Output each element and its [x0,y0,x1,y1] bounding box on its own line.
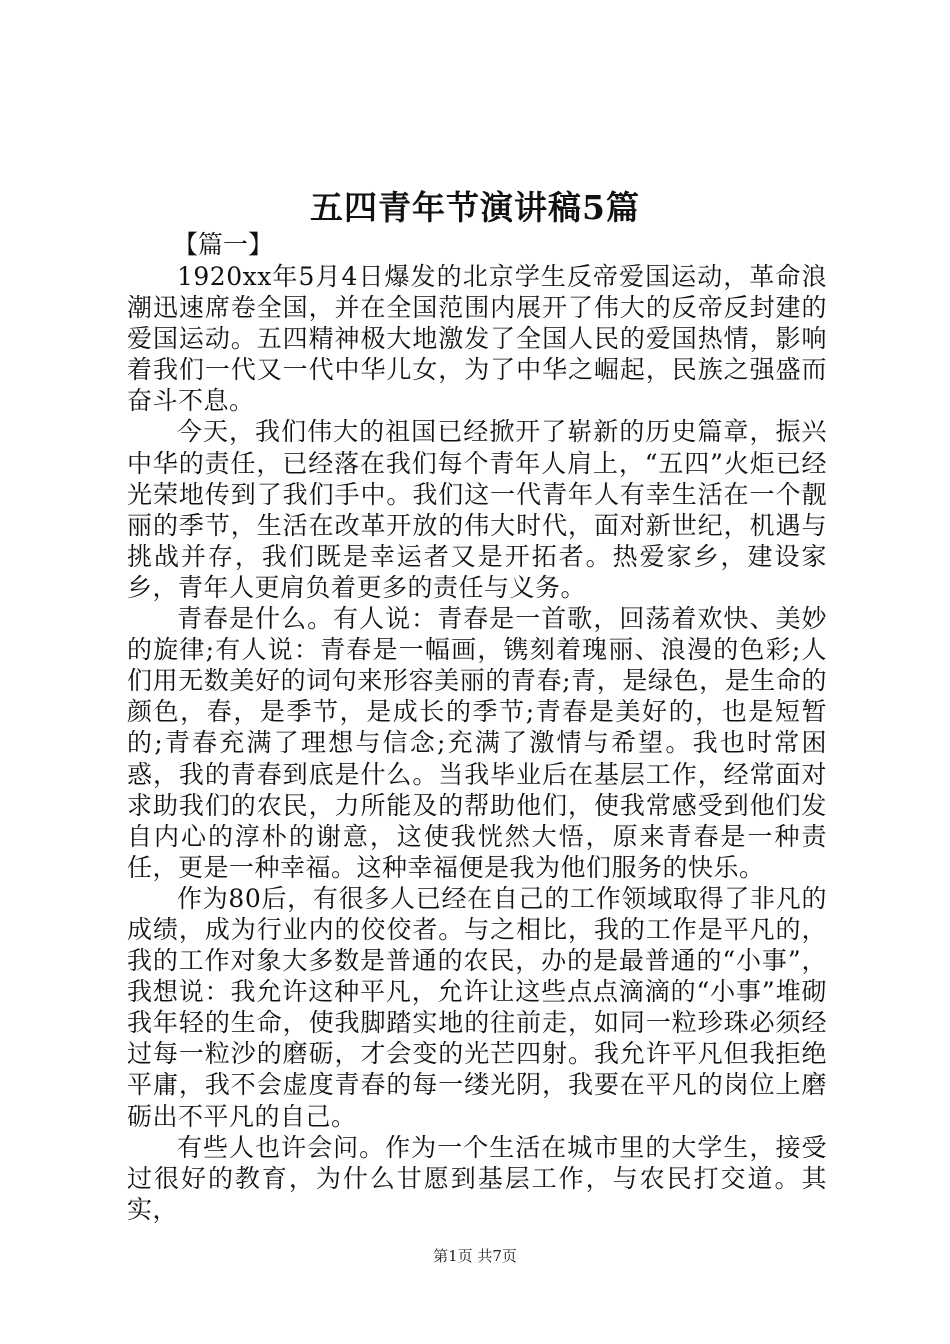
paragraph-5: 有些人也许会问。作为一个生活在城市里的大学生，接受过很好的教育，为什么甘愿到基层工作，与农民打交道。其实， [127,1132,827,1224]
paragraph-1: 1920xx年5月4日爆发的北京学生反帝爱国运动，革命浪潮迅速席卷全国，并在全国范围内展开了伟大的反帝反封建的爱国运动。五四精神极大地激发了全国人民的爱国热情，影响着我们一代又一代中华儿女，为了中华之崛起，民族之强盛而奋斗不息。 [127,262,827,416]
document-title: 五四青年节演讲稿5篇 [310,188,640,227]
paragraph-2: 今天，我们伟大的祖国已经掀开了崭新的历史篇章，振兴中华的责任，已经落在我们每个青年人肩上，“五四”火炬已经光荣地传到了我们手中。我们这一代青年人有幸生活在一个靓丽的季节，生活在改革开放的伟大时代，面对新世纪，机遇与挑战并存，我们既是幸运者又是开拓者。热爱家乡，建设家乡，青年人更肩负着更多的责任与义务。 [127,417,827,602]
page-footer: 第1页 共7页 [433,1247,517,1265]
section-label: 【篇一】 [173,230,274,259]
document-body [127,229,827,1225]
paragraph-3: 青春是什么。有人说：青春是一首歌，回荡着欢快、美妙的旋律;有人说：青春是一幅画，镌刻着瑰丽、浪漫的色彩;人们用无数美好的词句来形容美丽的青春;青，是绿色，是生命的颜色，春，是季节，是成长的季节;青春是美好的，也是短暂的;青春充满了理想与信念;充满了激情与希望。我也时常困惑，我的青春到底是什么。当我毕业后在基层工作，经常面对求助我们的农民，力所能及的帮助他们，使我常感受到他们发自内心的淳朴的谢意，这使我恍然大悟，原来青春是一种责任，更是一种幸福。这种幸福便是我为他们服务的快乐。 [127,604,827,882]
paragraph-4: 作为80后，有很多人已经在自己的工作领域取得了非凡的成绩，成为行业内的佼佼者。与之相比，我的工作是平凡的，我的工作对象大多数是普通的农民，办的是最普通的“小事”，我想说：我允许这种平凡，允许让这些点点滴滴的“小事”堆砌我年轻的生命，使我脚踏实地的往前走，如同一粒珍珠必须经过每一粒沙的磨砺，才会变的光芒四射。我允许平凡但我拒绝平庸，我不会虚度青春的每一缕光阴，我要在平凡的岗位上磨砺出不平凡的自己。 [127,883,827,1131]
